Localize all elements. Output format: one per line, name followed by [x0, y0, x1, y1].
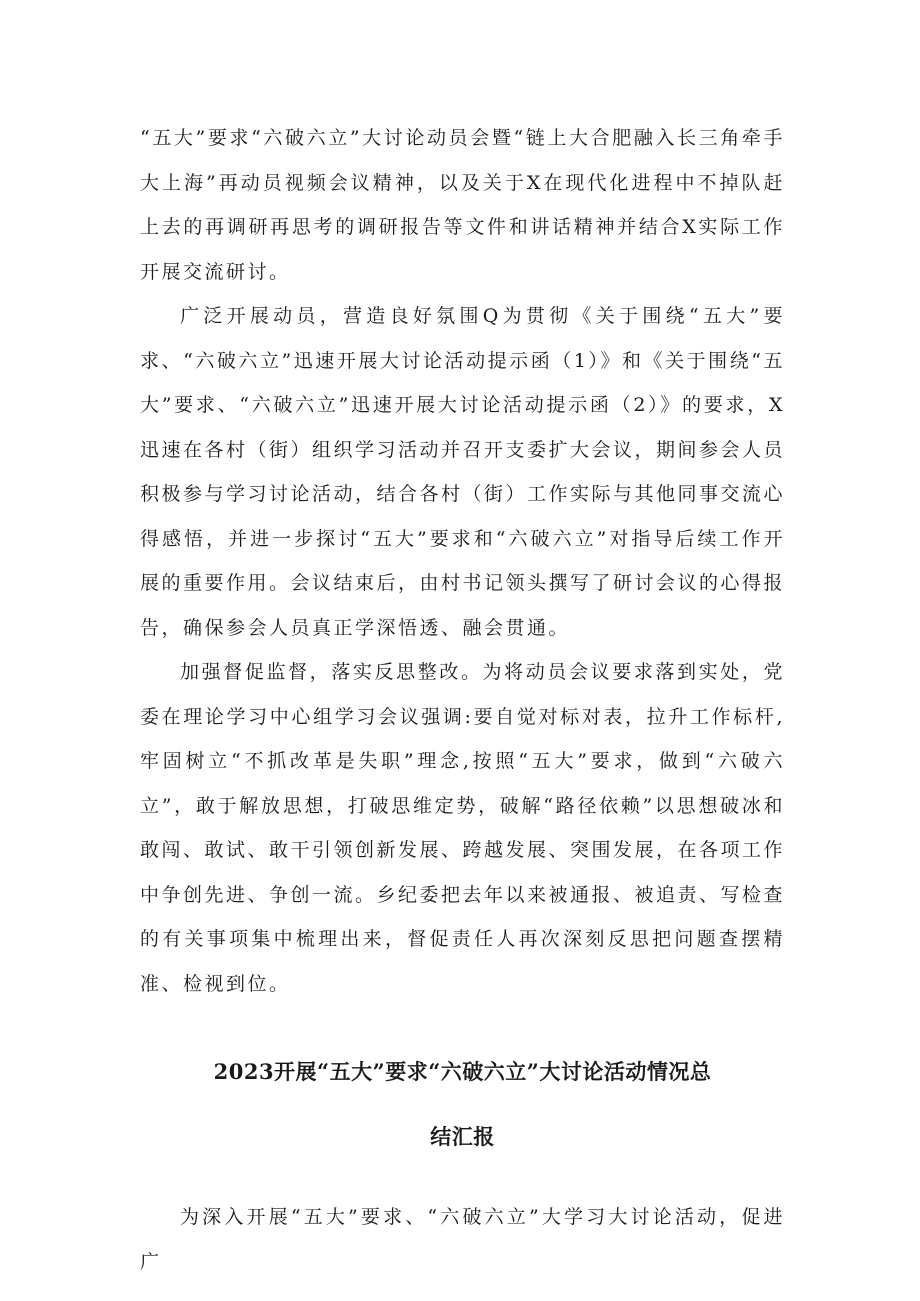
body-paragraph-continued: “五大”要求“六破六立”大讨论动员会暨“链上大合肥融入长三角牵手大上海”再动员视频会议精神，以及关于X在现代化进程中不掉队赶上去的再调研再思考的调研报告等文件和讲话精神并结合X实际工作开展交流研讨。 [140, 127, 785, 283]
section-heading-line-1: 2023开展“五大”要求“六破六立”大讨论活动情况总 [213, 1059, 712, 1084]
body-paragraph-supervision: 加强督促监督，落实反思整改。为将动员会议要求落到实处，党委在理论学习中心组学习会议强调:要自觉对标对表，拉升工作标杆,牢固树立“不抓改革是失职”理念,按照“五大”要求，做到“六破六立”，敢于解放思想，打破思维定势，破解“路径依赖”以思想破冰和敢闯、敢试、敢干引领创新发展、跨越发展、突围发展，在各项工作中争创先进、争创一流。乡纪委把去年以来被通报、被追责、写检查的有关事项集中梳理出来，督促责任人再次深刻反思把问题查摆精准、检视到位。 [140, 661, 786, 995]
section-heading-line-2: 结汇报 [430, 1124, 495, 1149]
body-paragraph-mobilization: 广泛开展动员，营造良好氛围Q为贯彻《关于围绕“五大”要求、“六破六立”迅速开展大讨论活动提示函（1）》和《关于围绕“五大”要求、“六破六立”迅速开展大讨论活动提示函（2）》的要求，X迅速在各村（街）组织学习活动并召开支委扩大会议，期间参会人员积极参与学习讨论活动，结合各村（街）工作实际与其他同事交流心得感悟，并进一步探讨“五大”要求和“六破六立”对指导后续工作开展的重要作用。会议结束后，由村书记领头撰写了研讨会议的心得报告，确保参会人员真正学深悟透、融会贯通。 [140, 305, 786, 639]
body-paragraph-intro: 为深入开展“五大”要求、“六破六立”大学习大讨论活动，促进广 [140, 1206, 785, 1273]
